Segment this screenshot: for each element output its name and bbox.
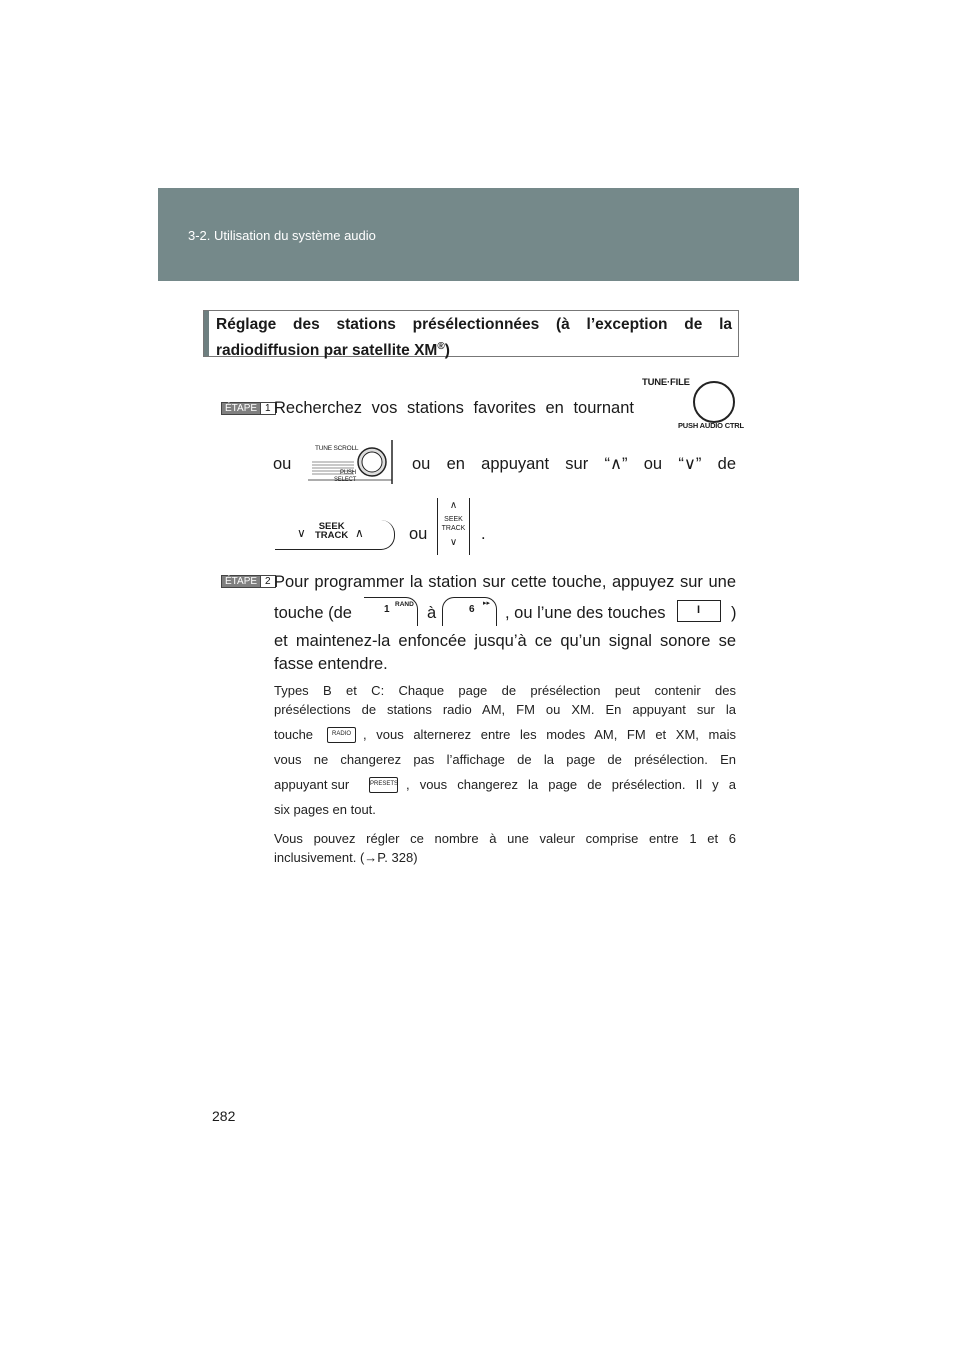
seek-v-label1: SEEK xyxy=(444,516,463,523)
note1-line5-a: appuyant sur xyxy=(274,777,350,792)
step2-line3: et maintenez-la enfoncée jusqu’à ce qu’un signal sonore se xyxy=(274,632,736,650)
preset-1-sub: RAND xyxy=(395,601,414,608)
note1-line4: vous ne changerez pas l’affichage de la page de présélection. En xyxy=(274,752,736,767)
step2-line2-c: , ou l’une des touches xyxy=(505,604,666,622)
knob1-bottom-label: PUSH AUDIO CTRL xyxy=(678,421,744,430)
note1-line6: six pages en tout. xyxy=(274,802,376,817)
section-title xyxy=(216,314,732,362)
note1-line3-a: touche xyxy=(274,727,314,742)
section-title-box xyxy=(203,310,739,360)
step1-line3-dot: . xyxy=(481,525,486,543)
seek-label: SEEK xyxy=(318,521,345,532)
track-label: TRACK xyxy=(315,530,349,541)
preset-1-number: 1 xyxy=(384,604,390,615)
note1-line5-b: , vous changerez la page de présélection. Il y a xyxy=(406,777,736,792)
step2-line2-b: à xyxy=(427,604,437,622)
seek-down-icon: ∨ xyxy=(297,526,306,540)
note1-line1: Types B et C: Chaque page de présélection peut contenir des xyxy=(274,683,736,698)
seek-v-up-icon: ∧ xyxy=(449,500,458,511)
preset-6-number: 6 xyxy=(469,604,475,615)
seek-track-button-horizontal xyxy=(275,520,395,550)
page-number: 282 xyxy=(212,1108,236,1124)
step2-line2-d: ) xyxy=(731,604,737,622)
radio-key-icon: RADIO xyxy=(327,727,356,743)
seek-v-label xyxy=(438,515,469,533)
note2-line2: inclusivement. (→P. 328) xyxy=(274,850,418,865)
preset-i-label: I xyxy=(697,604,701,616)
chapter-header xyxy=(158,188,799,281)
step2-line1: Pour programmer la station sur cette touche, appuyez sur une xyxy=(274,573,736,591)
presets-key-icon: PRESETS xyxy=(369,777,398,793)
step1-line2-rest: ou en appuyant sur “∧” ou “∨” de xyxy=(412,455,736,473)
preset-1-button xyxy=(364,597,418,626)
section-title-close: ) xyxy=(444,342,450,360)
step-number: 2 xyxy=(260,576,275,587)
step-label: ÉTAPE xyxy=(222,403,260,414)
seek-track-label xyxy=(315,522,348,540)
seek-track-button-vertical xyxy=(437,498,470,555)
step-badge-1 xyxy=(221,402,276,415)
note1-line3-b: , vous alternerez entre les modes AM, FM et XM, mais xyxy=(363,727,736,742)
preset-6-sub: ▸▸ xyxy=(483,600,491,607)
preset-i-button xyxy=(677,600,721,622)
step1-line1: Recherchez vos stations favorites en tournant xyxy=(274,399,634,417)
knob1-top-label: TUNE·FILE xyxy=(642,377,690,388)
step-number: 1 xyxy=(260,403,275,414)
registered-mark: ® xyxy=(437,341,445,352)
seek-v-label2: TRACK xyxy=(441,525,466,532)
step1-line2-ou: ou xyxy=(273,455,292,473)
step-label: ÉTAPE xyxy=(222,576,260,587)
step2-line4: fasse entendre. xyxy=(274,655,388,673)
section-title-line2 xyxy=(216,336,732,362)
seek-v-down-icon: ∨ xyxy=(449,537,458,548)
knob2-bottom-label2: SELECT xyxy=(334,477,357,483)
tune-file-knob-icon xyxy=(693,381,735,423)
chapter-title: 3-2. Utilisation du système audio xyxy=(188,228,376,243)
step-badge-2 xyxy=(221,575,276,588)
section-title-line1: Réglage des stations présélectionnées (à l’exception de la xyxy=(216,316,732,333)
step2-line2-a: touche (de xyxy=(274,604,352,622)
section-title-line2-text: radiodiffusion par satellite XM xyxy=(216,342,438,360)
preset-6-button xyxy=(442,597,497,626)
knob2-bottom-label1: PUSH xyxy=(340,470,356,476)
step1-line3-ou: ou xyxy=(409,525,428,543)
knob2-top-label: TUNE SCROLL xyxy=(315,445,359,452)
seek-up-icon: ∧ xyxy=(355,526,364,540)
section-title-bar xyxy=(204,311,209,356)
note1-line2: présélections de stations radio AM, FM ou XM. En appuyant sur la xyxy=(274,702,736,717)
note2-line1: Vous pouvez régler ce nombre à une valeur comprise entre 1 et 6 xyxy=(274,831,736,846)
